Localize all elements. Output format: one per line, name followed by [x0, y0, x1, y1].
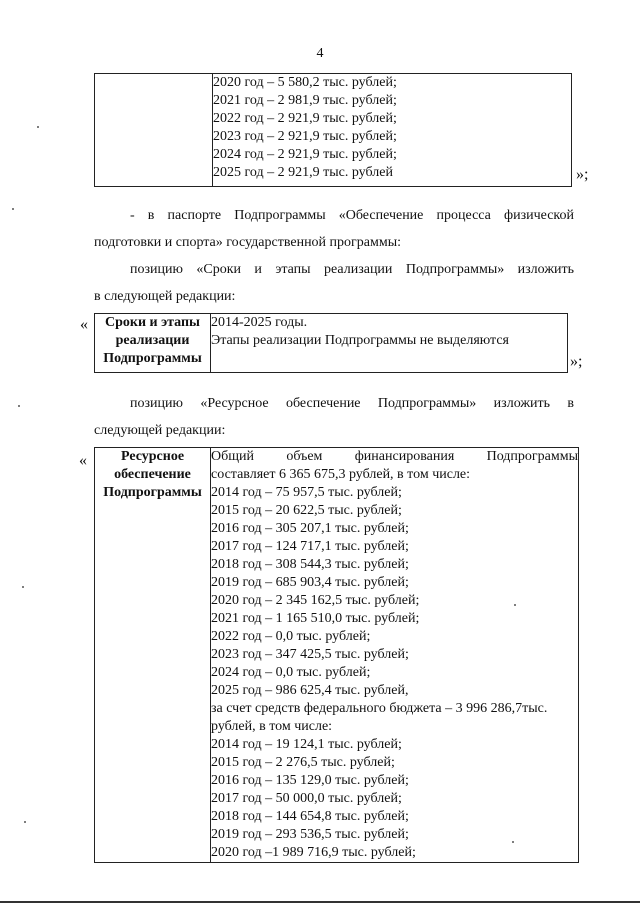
funding-line: 2015 год – 20 622,5 тыс. рублей; — [211, 503, 402, 518]
funding-line: 2023 год – 2 921,9 тыс. рублей; — [213, 129, 397, 144]
funding-line: 2018 год – 308 544,3 тыс. рублей; — [211, 557, 409, 572]
funding-line: 2017 год – 124 717,1 тыс. рублей; — [211, 539, 409, 554]
funding-line: 2015 год – 2 276,5 тыс. рублей; — [211, 755, 395, 770]
funding-continuation-table — [94, 73, 572, 187]
funding-line: 2021 год – 1 165 510,0 тыс. рублей; — [211, 611, 420, 626]
paragraph-line: - в паспорте Подпрограммы «Обеспечение процесса физической — [130, 208, 574, 223]
terms-label-cell — [95, 314, 211, 373]
funding-line: 2023 год – 347 425,5 тыс. рублей; — [211, 647, 409, 662]
scan-speck — [512, 841, 514, 843]
label-line: реализации — [115, 333, 190, 348]
funding-line: 2021 год – 2 981,9 тыс. рублей; — [213, 93, 397, 108]
funding-line: 2018 год – 144 654,8 тыс. рублей; — [211, 809, 409, 824]
funding-years-cell — [213, 74, 572, 187]
label-line: Подпрограммы — [103, 485, 202, 500]
funding-line: 2025 год – 2 921,9 тыс. рублей — [213, 165, 393, 180]
page-number: 4 — [316, 46, 324, 61]
terms-line: Этапы реализации Подпрограммы не выделяются — [211, 333, 509, 348]
closing-quote: »; — [570, 353, 583, 370]
funding-line: 2016 год – 135 129,0 тыс. рублей; — [211, 773, 409, 788]
label-line: Сроки и этапы — [104, 315, 200, 330]
scan-speck — [514, 604, 516, 606]
empty-label-cell — [95, 74, 213, 187]
paragraph-line: подготовки и спорта» государственной программы: — [94, 235, 402, 250]
funding-line: рублей, в том числе: — [211, 719, 333, 734]
terms-value-cell — [211, 314, 568, 373]
funding-line: 2014 год – 75 957,5 тыс. рублей; — [211, 485, 402, 500]
closing-quote: »; — [576, 166, 589, 183]
funding-line: 2019 год – 293 536,5 тыс. рублей; — [211, 827, 409, 842]
paragraph-line: в следующей редакции: — [94, 289, 236, 304]
funding-line: 2022 год – 2 921,9 тыс. рублей; — [213, 111, 397, 126]
funding-line: 2024 год – 0,0 тыс. рублей; — [211, 665, 371, 680]
paragraph-line: следующей редакции: — [94, 423, 226, 438]
funding-line: 2017 год – 50 000,0 тыс. рублей; — [211, 791, 402, 806]
funding-line: за счет средств федерального бюджета – 3 996 286,7тыс. — [211, 701, 548, 716]
funding-line: 2020 год – 5 580,2 тыс. рублей; — [213, 75, 397, 90]
paragraph-line: позицию «Сроки и этапы реализации Подпрограммы» изложить — [130, 262, 574, 277]
terms-table — [94, 313, 568, 373]
funding-line: 2025 год – 986 625,4 тыс. рублей, — [211, 683, 409, 698]
funding-line: Общий объем финансирования Подпрограммы — [211, 449, 578, 464]
scan-speck — [37, 126, 39, 128]
scan-speck — [24, 821, 26, 823]
funding-line: 2020 год – 2 345 162,5 тыс. рублей; — [211, 593, 420, 608]
funding-line: 2019 год – 685 903,4 тыс. рублей; — [211, 575, 409, 590]
funding-line: составляет 6 365 675,3 рублей, в том числе: — [211, 467, 471, 482]
label-line: Ресурсное — [120, 449, 185, 464]
funding-line: 2020 год –1 989 716,9 тыс. рублей; — [211, 845, 416, 860]
funding-line: 2022 год – 0,0 тыс. рублей; — [211, 629, 371, 644]
terms-line: 2014-2025 годы. — [211, 315, 308, 330]
scan-edge-line — [0, 901, 640, 903]
label-line: обеспечение — [114, 467, 191, 482]
scan-speck — [12, 208, 14, 210]
scan-speck — [22, 586, 24, 588]
funding-line: 2016 год – 305 207,1 тыс. рублей; — [211, 521, 409, 536]
opening-quote: « — [80, 316, 88, 333]
scan-speck — [18, 405, 20, 407]
label-line: Подпрограммы — [103, 351, 202, 366]
funding-line: 2024 год – 2 921,9 тыс. рублей; — [213, 147, 397, 162]
resource-value-cell — [211, 448, 579, 863]
funding-line: 2014 год – 19 124,1 тыс. рублей; — [211, 737, 402, 752]
opening-quote: « — [79, 452, 87, 469]
paragraph-line: позицию «Ресурсное обеспечение Подпрограммы» изложить в — [130, 396, 574, 411]
resource-table — [94, 447, 579, 863]
resource-label-cell — [95, 448, 211, 863]
